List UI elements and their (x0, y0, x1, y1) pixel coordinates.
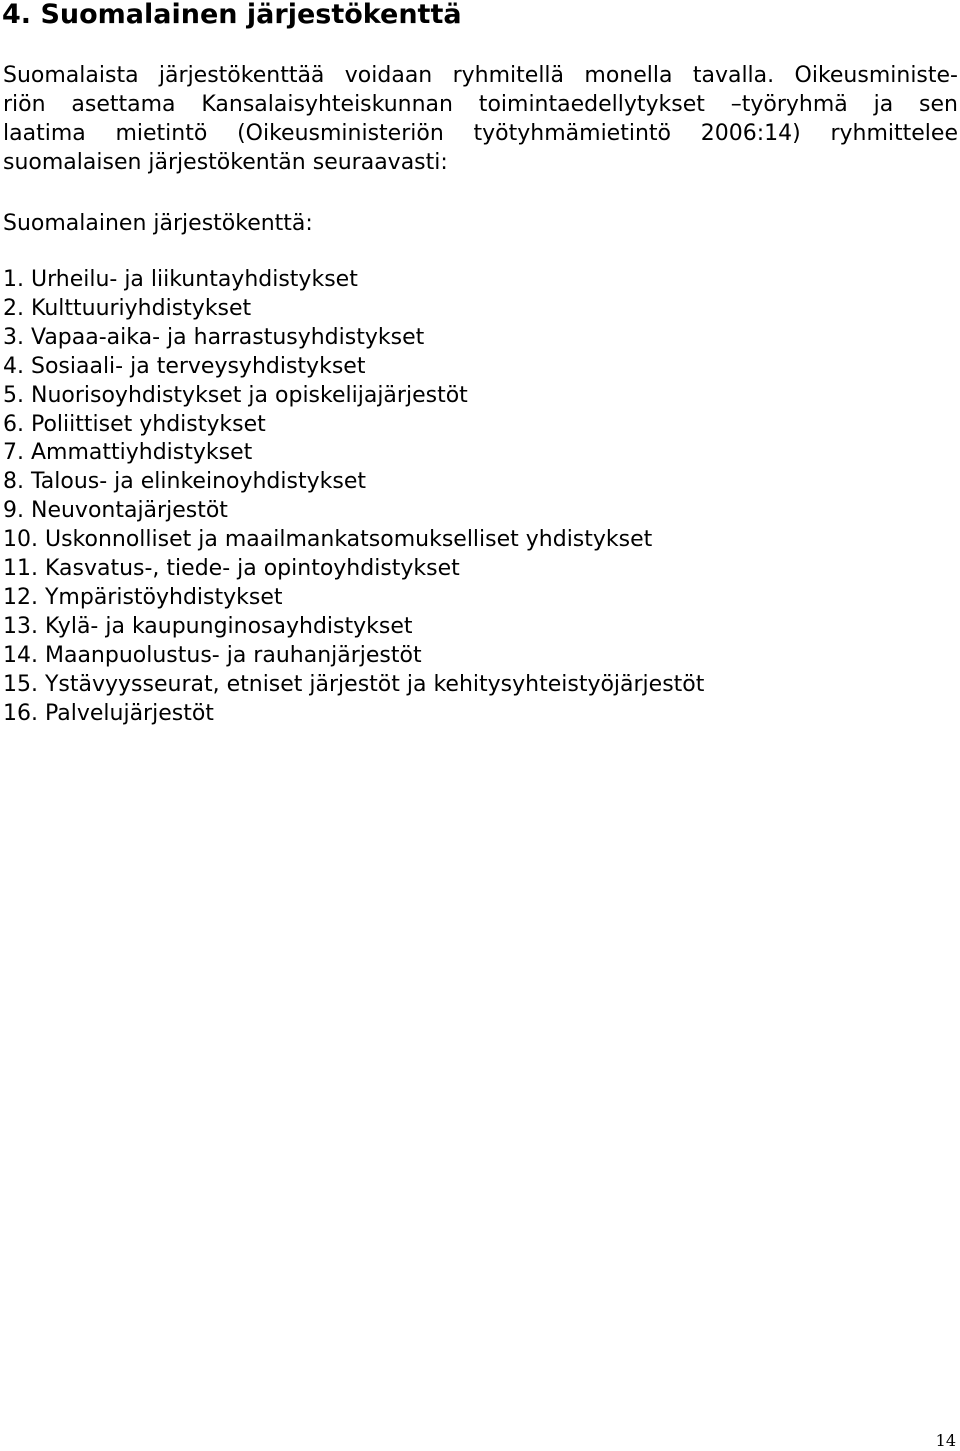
section-heading: 4. Suomalainen järjestökenttä (2, 0, 462, 30)
list-item: 12. Ympäristöyhdistykset (3, 584, 283, 610)
list-item: 2. Kulttuuriyhdistykset (3, 295, 252, 321)
intro-line: suomalaisen järjestökentän seuraavasti: (3, 150, 448, 175)
list-heading: Suomalainen järjestökenttä: (3, 211, 313, 236)
list-item: 3. Vapaa-aika- ja harrastusyhdistykset (3, 324, 425, 350)
list-item: 6. Poliittiset yhdistykset (3, 411, 266, 437)
list-item: 9. Neuvontajärjestöt (3, 498, 228, 524)
list-item: 13. Kylä- ja kaupunginosayhdistykset (3, 613, 413, 639)
list-item: 1. Urheilu- ja liikuntayhdistykset (3, 267, 358, 292)
list-item: 11. Kasvatus-, tiede- ja opintoyhdistykset (3, 556, 460, 582)
intro-paragraph (3, 61, 958, 177)
list-item: 7. Ammattiyhdistykset (3, 440, 253, 466)
organization-category-list (3, 266, 704, 729)
list-item: 14. Maanpuolustus- ja rauhanjärjestöt (3, 642, 422, 668)
list-item: 8. Talous- ja elinkeinoyhdistykset (3, 469, 366, 495)
intro-line: riön asettama Kansalaisyhteiskunnan toimintaedellytykset –työryhmä ja sen (3, 92, 958, 117)
page-number: 14 (935, 1431, 956, 1450)
list-item: 15. Ystävyysseurat, etniset järjestöt ja kehitysyhteistyöjärjestöt (3, 671, 705, 697)
intro-line: Suomalaista järjestökenttää voidaan ryhmitellä monella tavalla. Oikeusministe- (3, 63, 958, 88)
list-item: 16. Palvelujärjestöt (3, 700, 214, 726)
list-item: 5. Nuorisoyhdistykset ja opiskelijajärjestöt (3, 382, 468, 408)
list-item: 4. Sosiaali- ja terveysyhdistykset (3, 353, 366, 379)
list-item: 10. Uskonnolliset ja maailmankatsomukselliset yhdistykset (3, 527, 653, 553)
intro-line: laatima mietintö (Oikeusministeriön työtyhmämietintö 2006:14) ryhmittelee (3, 121, 958, 146)
